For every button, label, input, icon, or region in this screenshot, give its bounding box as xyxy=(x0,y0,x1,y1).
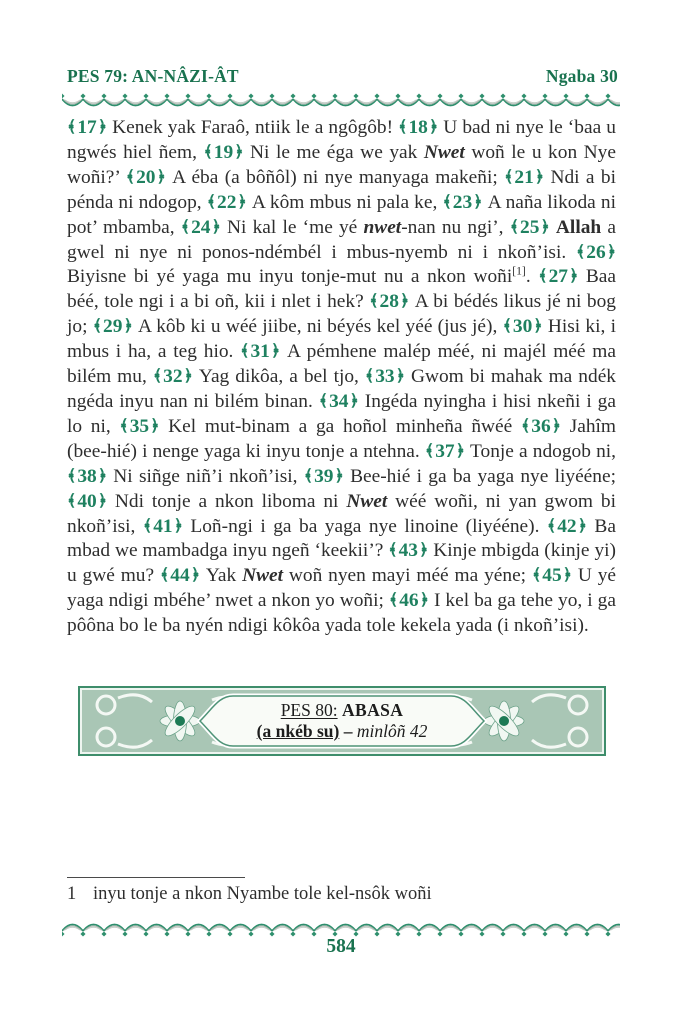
verse-marker: ﴾28﴿ xyxy=(369,291,410,313)
verse-text: I kel ba ga tehe yo, i ga pôôna bo le ba nyén ndigi kôkôa yada tole kekela yada (i nkoñ’isi). xyxy=(67,590,616,637)
verse-marker: ﴾45﴿ xyxy=(531,565,572,587)
verse-text: Allah xyxy=(555,216,602,238)
subtitle-separator: – xyxy=(339,721,357,741)
verse-text: Hisi ki, i mbus i ha, a teg hio. xyxy=(67,316,617,363)
verse-text: Ni siñge niñ’i nkoñ’isi, xyxy=(113,465,304,487)
verse-marker: ﴾41﴿ xyxy=(142,515,183,537)
verse-text: Ni le me éga we yak xyxy=(250,141,424,163)
verse-text: Jahîm (bee-hié) i nenge yaga ki inyu tonje a ntehna. xyxy=(67,415,616,462)
verse-text: woñ nyen mayi méé ma yéne; xyxy=(283,565,532,587)
verse-text: U yé yaga ndigi mbéhe’ nwet a nkon yo woñi; xyxy=(67,565,616,612)
verse-marker: ﴾25﴿ xyxy=(509,216,550,238)
body-paragraph xyxy=(67,116,616,639)
verse-marker: ﴾36﴿ xyxy=(520,415,561,437)
verse-text: U bad ni nye le ‘baa u ngwés hiel ñem, xyxy=(67,117,616,163)
verse-marker: ﴾26﴿ xyxy=(575,241,616,263)
surah-header-title: PES 79: AN-NÂZI-ÂT xyxy=(67,66,239,86)
verse-marker: ﴾33﴿ xyxy=(364,366,405,388)
footnote-text: inyu tonje a nkon Nyambe tole kel-nsôk woñi xyxy=(93,884,432,904)
verse-marker: ﴾35﴿ xyxy=(119,415,160,437)
verse-text: -nan nu ngi’, xyxy=(401,216,510,238)
verse-marker: ﴾27﴿ xyxy=(538,266,579,288)
verse-marker: ﴾21﴿ xyxy=(504,166,545,188)
footnote-number: 1 xyxy=(67,884,77,904)
verse-text: Ndi tonje a nkon liboma ni xyxy=(114,490,347,512)
next-surah-title-block xyxy=(80,688,604,754)
footnote-separator xyxy=(67,877,245,878)
verse-text: Kenek yak Faraô, ntiik le a ngôgôb! xyxy=(112,117,399,138)
verse-marker: ﴾43﴿ xyxy=(388,540,429,562)
next-surah-revelation: (a nkéb su) xyxy=(256,721,340,741)
verse-text: a gwel ni nye ni ponos-ndémbél i mbus-nyemb ni i nkoñ’isi. xyxy=(67,216,616,263)
verse-text: A bi bédés likus jé ni bog jo; xyxy=(67,291,616,338)
verse-marker: ﴾22﴿ xyxy=(206,191,247,213)
verse-text: woñ le u kon Nye woñi?’ xyxy=(67,141,616,188)
verse-text: Bee-hié i ga ba yaga nye liyééne; xyxy=(350,465,616,487)
verse-marker: ﴾32﴿ xyxy=(152,366,193,388)
next-surah-number: PES 80: xyxy=(280,700,338,720)
verse-text: Ni kal le ‘me yé xyxy=(227,216,364,238)
ornamental-divider-top-icon xyxy=(62,93,620,111)
verse-marker: ﴾42﴿ xyxy=(546,515,587,537)
next-surah-name: ABASA xyxy=(341,700,404,720)
verse-marker: ﴾30﴿ xyxy=(502,316,543,338)
next-surah-subtitle xyxy=(257,721,428,742)
verse-text: Ndi a bi pénda ni ndogop, xyxy=(67,166,616,213)
verse-marker: ﴾38﴿ xyxy=(67,465,108,487)
verse-marker: ﴾39﴿ xyxy=(303,465,344,487)
verse-text: Tonje a ndogob ni, xyxy=(470,440,616,462)
verse-marker: ﴾37﴿ xyxy=(424,440,465,462)
verse-text: Biyisne bi yé yaga mu inyu tonje-mut nu a nkon woñi xyxy=(67,266,513,288)
verse-text: Kinje mbigda (kinje yi) u gwé mu? xyxy=(67,540,616,587)
verse-text: Yag dikôa, a bel tjo, xyxy=(198,366,365,388)
verse-text: A pémhene malép méé, ni majél méé ma bilém mu, xyxy=(67,341,616,388)
verse-marker: ﴾31﴿ xyxy=(240,341,281,363)
verse-text: [1] xyxy=(512,264,526,278)
juz-label: Ngaba 30 xyxy=(545,66,618,86)
next-surah-verse-count: minlôñ 42 xyxy=(356,721,428,741)
verse-marker: ﴾24﴿ xyxy=(180,216,221,238)
verse-text: Kel mut-binam a ga hoñol minheña ñwéé xyxy=(168,415,521,437)
verse-text: Nwet xyxy=(423,141,465,163)
page-number: 584 xyxy=(326,936,356,957)
next-surah-banner xyxy=(78,686,606,756)
verse-text: A kôb ki u wéé jiibe, ni béyés kel yéé (jus jé), xyxy=(138,316,503,338)
verse-marker: ﴾17﴿ xyxy=(67,117,108,138)
verse-text: Nwet xyxy=(346,490,388,512)
verse-marker: ﴾19﴿ xyxy=(203,141,244,163)
verse-text: Nwet xyxy=(242,565,284,587)
verse-text: A éba (a bôñôl) ni nye manyaga makeñi; xyxy=(172,166,505,188)
page-header xyxy=(67,66,618,87)
verse-marker: ﴾46﴿ xyxy=(388,590,429,612)
verse-text: Ingéda nyingha i hisi nkeñi i ga lo ni, xyxy=(67,390,616,437)
verse-marker: ﴾34﴿ xyxy=(318,390,359,412)
verse-marker: ﴾18﴿ xyxy=(398,117,439,138)
verse-text: nwet xyxy=(363,216,402,238)
verse-text: Yak xyxy=(205,565,243,587)
ornamental-divider-bottom-icon xyxy=(62,919,620,937)
verse-marker: ﴾44﴿ xyxy=(159,565,200,587)
verse-marker: ﴾23﴿ xyxy=(442,191,483,213)
verse-text: A kôm mbus ni pala ke, xyxy=(251,191,443,213)
verse-marker: ﴾20﴿ xyxy=(125,166,166,188)
verse-text: Baa béé, tole ngi i a bi oñ, kii i nlet i hek? xyxy=(67,266,617,313)
verse-marker: ﴾29﴿ xyxy=(92,316,133,338)
verse-marker: ﴾40﴿ xyxy=(67,490,108,512)
verse-text: Loñ-ngi i ga ba yaga nye linoine (liyééne). xyxy=(190,515,547,537)
verse-text: Ba mbad we mambadga inyu ngeñ ‘keekii’? xyxy=(67,515,616,562)
verse-text: wéé woñi, ni yan gwom bi nkoñ’isi, xyxy=(67,490,616,537)
next-surah-title xyxy=(281,700,404,721)
footnote xyxy=(67,884,618,905)
verse-text: Gwom bi mahak ma ndék ngéda inyu nan ni bilém binan. xyxy=(67,366,616,412)
verse-text: A naña likoda ni pot’ mbamba, xyxy=(67,191,616,238)
verse-text: . xyxy=(525,266,539,288)
